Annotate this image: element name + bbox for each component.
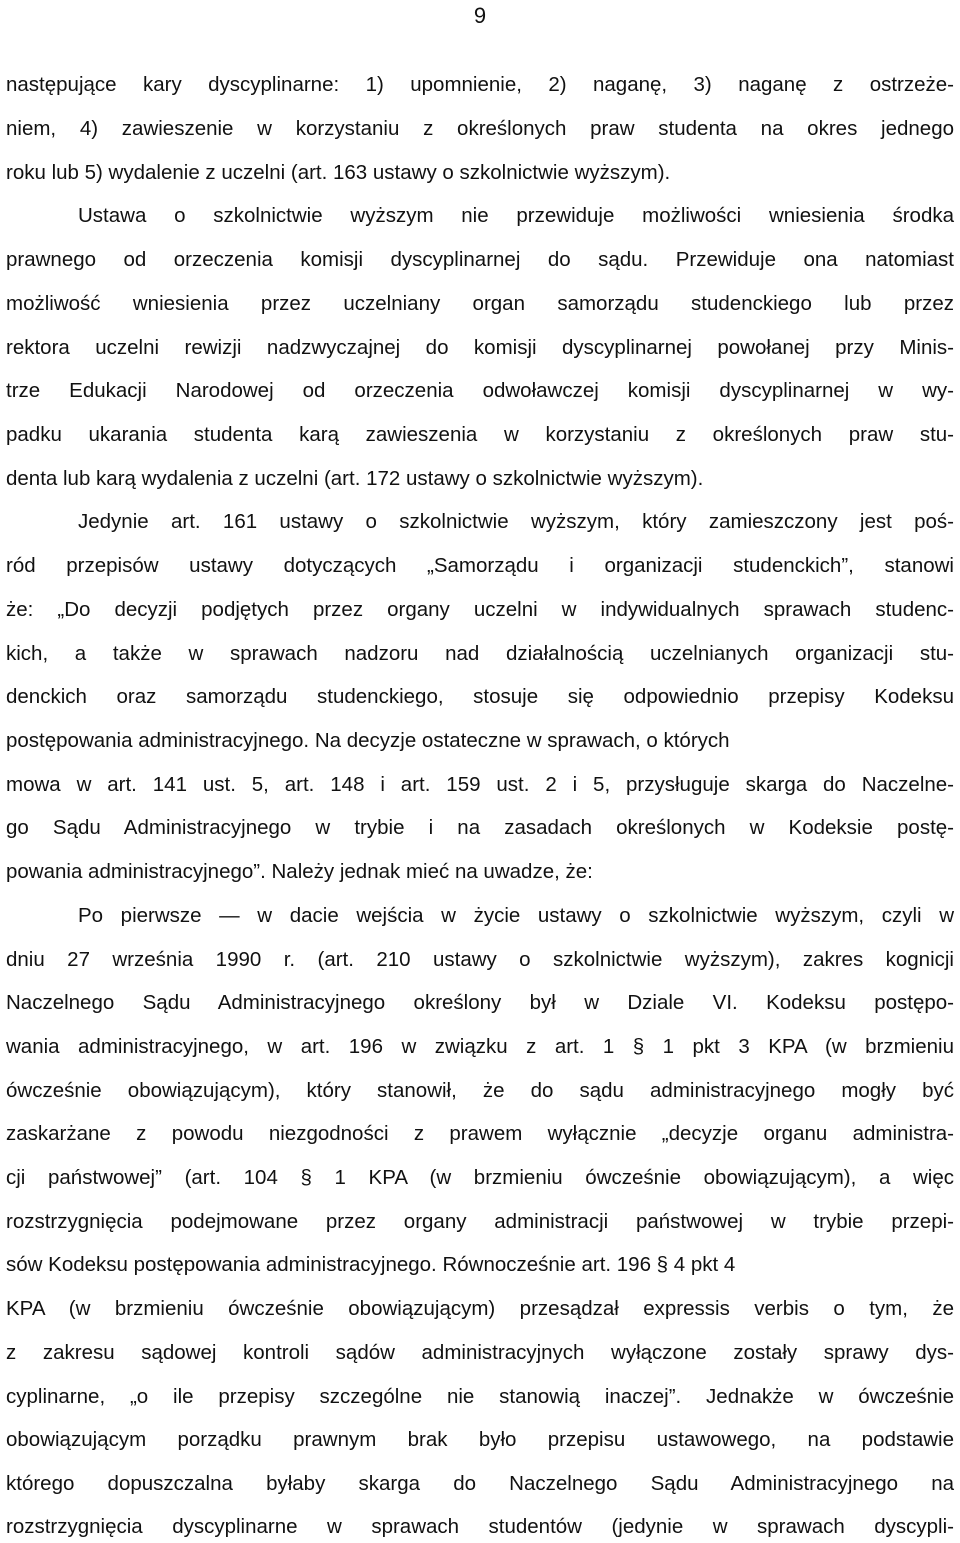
text-line: powania administracyjnego”. Należy jednak mieć na uwadze, że: [6,860,593,883]
text-line: cji państwowej” (art. 104 § 1 KPA (w brzmieniu ówcześnie obowiązującym), a więc [6,1166,954,1189]
text-line: którego dopuszczalna byłaby skarga do Naczelnego Sądu Administracyjnego na [6,1472,954,1495]
text-line: sów Kodeksu postępowania administracyjnego. Równocześnie art. 196 § 4 pkt 4 [6,1253,736,1276]
text-line: Ustawa o szkolnictwie wyższym nie przewiduje możliwości wniesienia środka [78,204,954,227]
text-line: postępowania administracyjnego. Na decyzje ostateczne w sprawach, o których [6,729,730,752]
text-line: rozstrzygnięcia podejmowane przez organy administracji państwowej w trybie przepi- [6,1210,954,1233]
text-line: cyplinarne, „o ile przepisy szczególne nie stanowią inaczej”. Jednakże w ówcześnie [6,1385,954,1408]
text-line: mowa w art. 141 ust. 5, art. 148 i art. 159 ust. 2 i 5, przysługuje skarga do Naczelne- [6,773,954,796]
text-line: Jedynie art. 161 ustawy o szkolnictwie wyższym, który zamieszczony jest poś- [78,510,954,533]
text-line: denta lub karą wydalenia z uczelni (art. 172 ustawy o szkolnictwie wyższym). [6,467,704,490]
text-line: padku ukarania studenta karą zawieszenia w korzystaniu z określonych praw stu- [6,423,954,446]
text-line: kich, a także w sprawach nadzoru nad działalnością uczelnianych organizacji stu- [6,642,954,665]
text-line: ówcześnie obowiązującym), który stanowił, że do sądu administracyjnego mogły być [6,1079,954,1102]
text-line: możliwość wniesienia przez uczelniany organ samorządu studenckiego lub przez [6,292,954,315]
text-line: Naczelnego Sądu Administracyjnego określony był w Dziale VI. Kodeksu postępo- [6,991,954,1014]
text-line: rozstrzygnięcia dyscyplinarne w sprawach studentów (jedynie w sprawach dyscypli- [6,1515,954,1538]
text-line: roku lub 5) wydalenie z uczelni (art. 163 ustawy o szkolnictwie wyższym). [6,161,671,184]
text-line: dniu 27 września 1990 r. (art. 210 ustawy o szkolnictwie wyższym), zakres kognicji [6,948,954,971]
text-line: następujące kary dyscyplinarne: 1) upomnienie, 2) naganę, 3) naganę z ostrzeże- [6,73,954,96]
text-line: prawnego od orzeczenia komisji dyscyplinarnej do sądu. Przewiduje ona natomiast [6,248,954,271]
text-line: KPA (w brzmieniu ówcześnie obowiązującym) przesądzał expressis verbis o tym, że [6,1297,954,1320]
text-line: z zakresu sądowej kontroli sądów administracyjnych wyłączone zostały sprawy dys- [6,1341,954,1364]
text-line: wania administracyjnego, w art. 196 w związku z art. 1 § 1 pkt 3 KPA (w brzmieniu [6,1035,954,1058]
text-line: że: „Do decyzji podjętych przez organy uczelni w indywidualnych sprawach studenc- [6,598,954,621]
text-line: trze Edukacji Narodowej od orzeczenia odwoławczej komisji dyscyplinarnej w wy- [6,379,954,402]
text-line: obowiązującym porządku prawnym brak było przepisu ustawowego, na podstawie [6,1428,954,1451]
page-number: 9 [473,3,487,28]
text-line: ród przepisów ustawy dotyczących „Samorządu i organizacji studenckich”, stanowi [6,554,954,577]
text-line: go Sądu Administracyjnego w trybie i na zasadach określonych w Kodeksie postę- [6,816,954,839]
text-line: rektora uczelni rewizji nadzwyczajnej do komisji dyscyplinarnej powołanej przy Minis- [6,336,954,359]
text-line: denckich oraz samorządu studenckiego, stosuje się odpowiednio przepisy Kodeksu [6,685,954,708]
text-line: niem, 4) zawieszenie w korzystaniu z określonych praw studenta na okres jednego [6,117,954,140]
text-line: Po pierwsze — w dacie wejścia w życie ustawy o szkolnictwie wyższym, czyli w [78,904,954,927]
text-line: zaskarżane z powodu niezgodności z prawem wyłącznie „decyzje organu administra- [6,1122,954,1145]
